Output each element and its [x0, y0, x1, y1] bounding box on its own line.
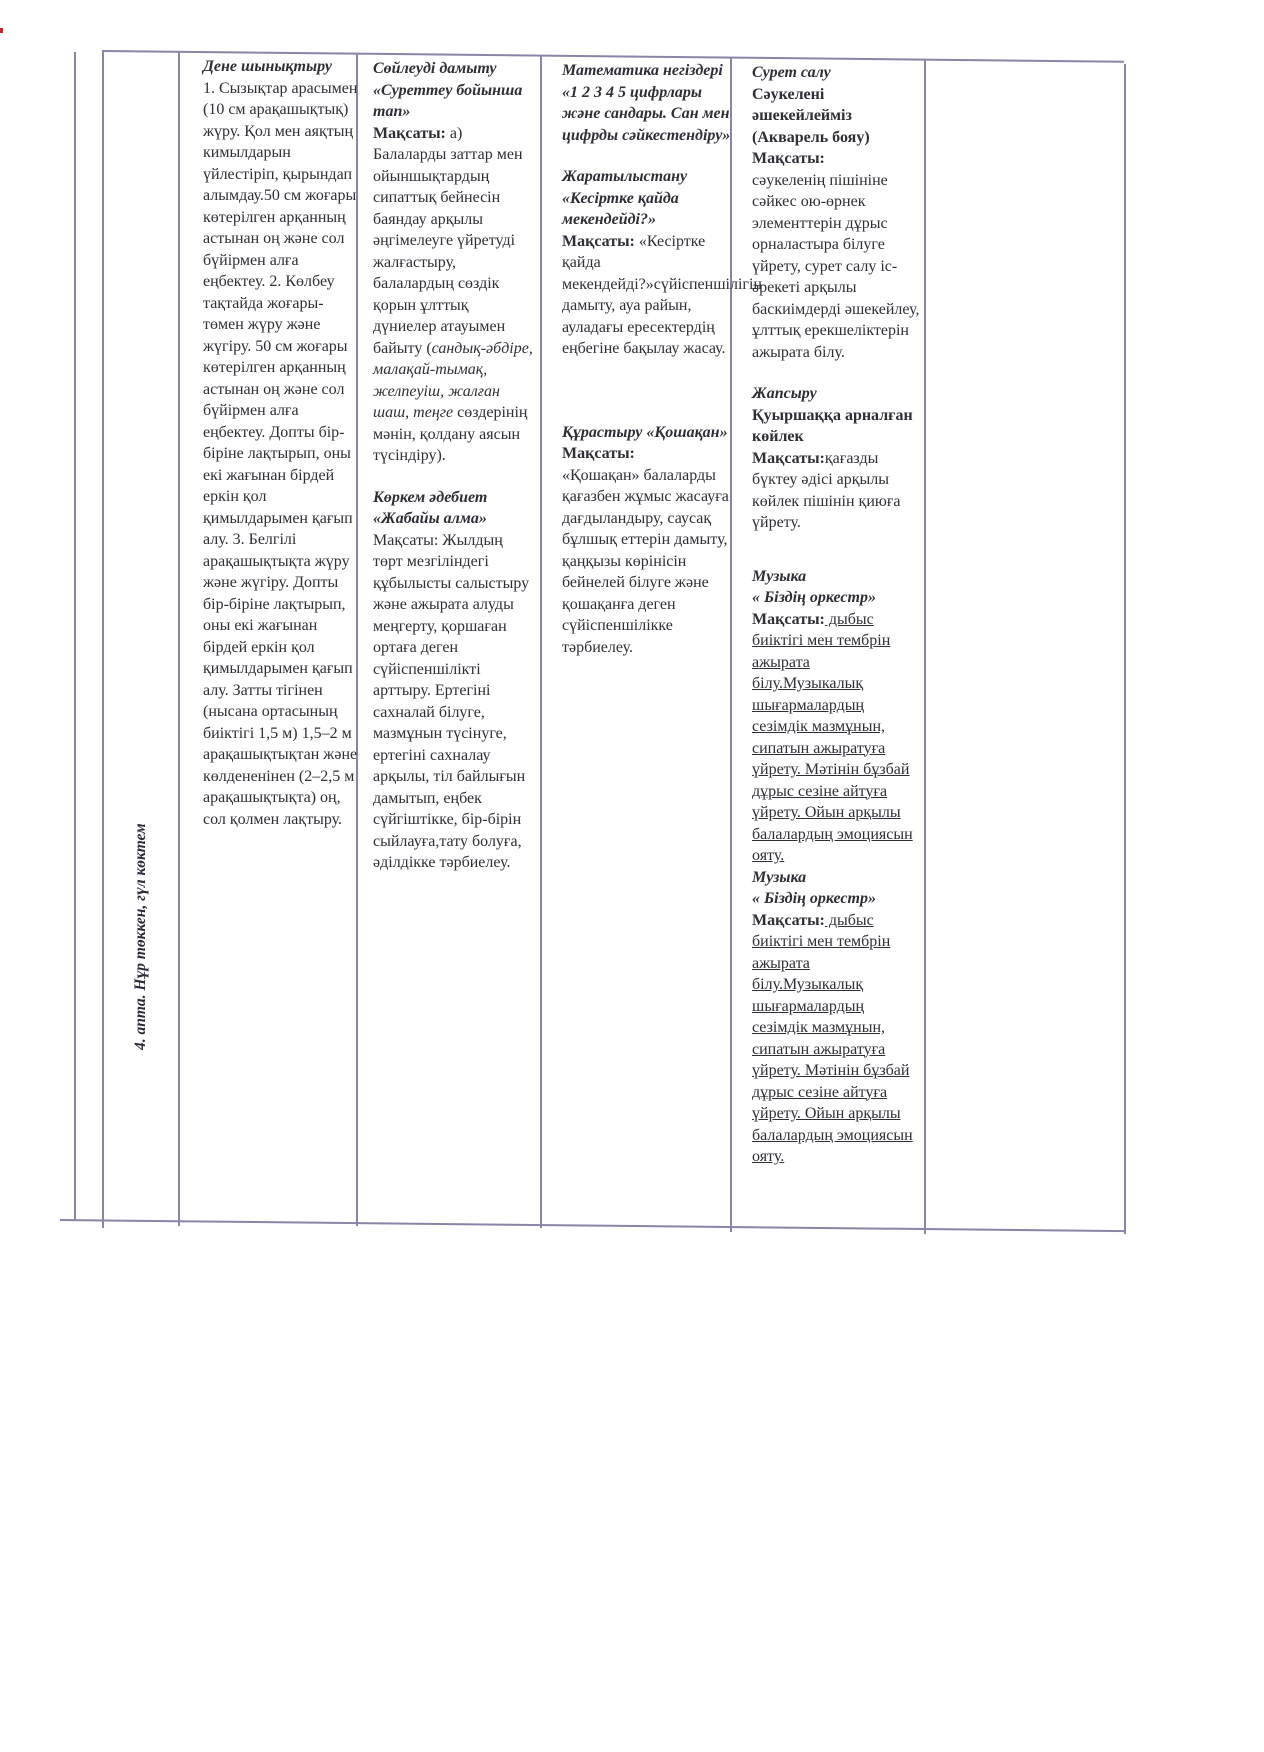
lesson-title: « Біздің оркестр»	[752, 890, 876, 907]
cell-physical-education	[203, 56, 363, 830]
goal-label: Мақсаты:	[752, 150, 825, 167]
goal-text: дыбыс биіктігі мен тембрін ажырата білу.Музыкалық шығармалардың сезімдік мазмұнын, сипатын ажыратуға үйрету. Мәтінін бұзбай дұрыс сезіне айтуға үйрету. Ойын арқылы балалардың эмоциясын ояту.	[752, 610, 913, 864]
goal-label: Мақсаты:	[562, 445, 635, 462]
scan-speck	[0, 28, 3, 33]
cell-speech-literature	[373, 58, 535, 874]
lesson-body: 1. Сызықтар арасымен (10 см арақашықтық) жүру. Қол мен аяқтың кимылдарын үйлестіріп, қырындап алымдау.50 см жоғары көтерілген арқанның астынан оң және сол бүйірмен алға еңбектеу. 2. Көлбеу тақтайда жоғары-төмен жүру және жүгіру. 50 см жоғары көтерілген арқанның астынан оң және сол бүйірмен алға еңбектеу. Допты бір-біріне лақтырып, оны екі жағынан бірдей еркін қол қимылдарымен қағып алу. 3. Белгілі арақашықтықта жүру және жүгіру. Допты бір-біріне лақтырып, оны екі жағынан бірдей еркін қол қимылдарымен қағып алу. Затты тігінен (нысана ортасының биіктігі 1,5 м) 1,5–2 м арақашықтықтан және көлдененінен (2–2,5 м арақашықтықта) оң, сол қолмен лақтыру.	[203, 79, 358, 828]
subject-title: Көркем әдебиет «Жабайы алма»	[373, 488, 488, 527]
goal-label: Мақсаты:	[752, 911, 825, 929]
cell-art-music	[752, 62, 922, 1168]
lesson-goal: «Қошақан» балаларды қағазбен жұмыс жасауға дағдыландыру, саусақ бұлшық еттерін дамыту, қаңқызы көрінісін бейнелей білуге және қошақанға деген сүйіспеншілікке тәрбиелеу.	[562, 466, 729, 656]
subject-title: Сөйлеуді дамыту «Суреттеу бойынша тап»	[373, 60, 523, 120]
lesson-title: Сәукелені әшекейлейміз (Акварель бояу)	[752, 85, 870, 146]
subject-title: Құрастыру «Қошақан»	[562, 423, 728, 441]
goal-words: сандық-әбдіре, малақай-тымақ, желпеуіш, жалған шаш, теңге	[373, 339, 533, 421]
goal-head: а) Балаларды заттар мен ойыншықтардың сипаттық бейнесін баяндау арқылы әңгімелеуге үйретуді жалғастыру, балалардың сөздік қорын ұлттық дүниелер атауымен байыту (	[373, 124, 523, 357]
week-label: 4. апта. Нұр төккен, гүл көктем	[132, 823, 149, 1050]
subject-title: Математика негіздері «1 2 3 4 5 цифрлары және сандары. Сан мен цифрды сәйкестендіру»	[562, 62, 731, 144]
subject-title: Жаратылыстану «Кесіртке қайда мекендейді?»	[562, 168, 688, 228]
lesson-goal	[562, 231, 762, 360]
goal-label: Мақсаты:	[752, 449, 825, 467]
lesson-goal	[752, 448, 922, 534]
goal-text: дыбыс биіктігі мен тембрін ажырата білу.Музыкалық шығармалардың сезімдік мазмұнын, сипатын ажыратуға үйрету. Мәтінін бұзбай дұрыс сезіне айтуға үйрету. Ойын арқылы балалардың эмоциясын ояту.	[752, 911, 913, 1165]
lesson-goal	[752, 910, 922, 1168]
goal-label: Мақсаты:	[752, 610, 825, 628]
lesson-title: Қуыршаққа арналған көйлек	[752, 406, 913, 445]
lesson-goal: сәукеленің пішініне сәйкес ою-өрнек элементтерін дұрыс орналастыра білуге үйрету, сурет салу іс-әрекеті арқылы баскиімдерді әшекейлеу, ұлттық ерекшеліктерін ажырата білу.	[752, 171, 920, 361]
lesson-goal: Мақсаты: Жылдың төрт мезгіліндегі құбылысты салыстыру және ажырата алуды меңгерту, қоршаған ортаға деген сүйіспеншілікті арттыру. Ертегіні сахналай білуге, мазмұнын түсінуге, ертегіні сахналау арқылы, тіл байлығын дамытып, еңбек сүйгіштікке, бір-бірін сыйлауға,тату болуға, әділдікке тәрбиелеу.	[373, 531, 530, 871]
subject-name: Сурет салу	[752, 64, 831, 81]
goal-tail: сөздерінің мәнін, қолдану аясын түсіндіру).	[373, 404, 528, 464]
lesson-goal	[752, 609, 922, 867]
subject-name: Жапсыру	[752, 385, 817, 402]
lesson-goal	[373, 123, 535, 467]
lesson-title: « Біздің оркестр»	[752, 589, 876, 606]
cell-math-science	[562, 60, 762, 658]
goal-label: Мақсаты:	[373, 124, 446, 142]
subject-name: Музыка	[752, 567, 807, 585]
goal-text: «Кесіртке қайда мекендейді?»сүйіспеншілігін дамыту, ауа райын, ауладағы ересектердің еңбегіне бақылау жасау.	[562, 232, 762, 357]
subject-name: Музыка	[752, 868, 807, 886]
goal-text: қағазды бүктеу әдісі арқылы көйлек пішінін қиюға үйрету.	[752, 449, 901, 531]
goal-label: Мақсаты:	[562, 232, 635, 250]
subject-title: Дене шынықтыру	[203, 58, 332, 75]
